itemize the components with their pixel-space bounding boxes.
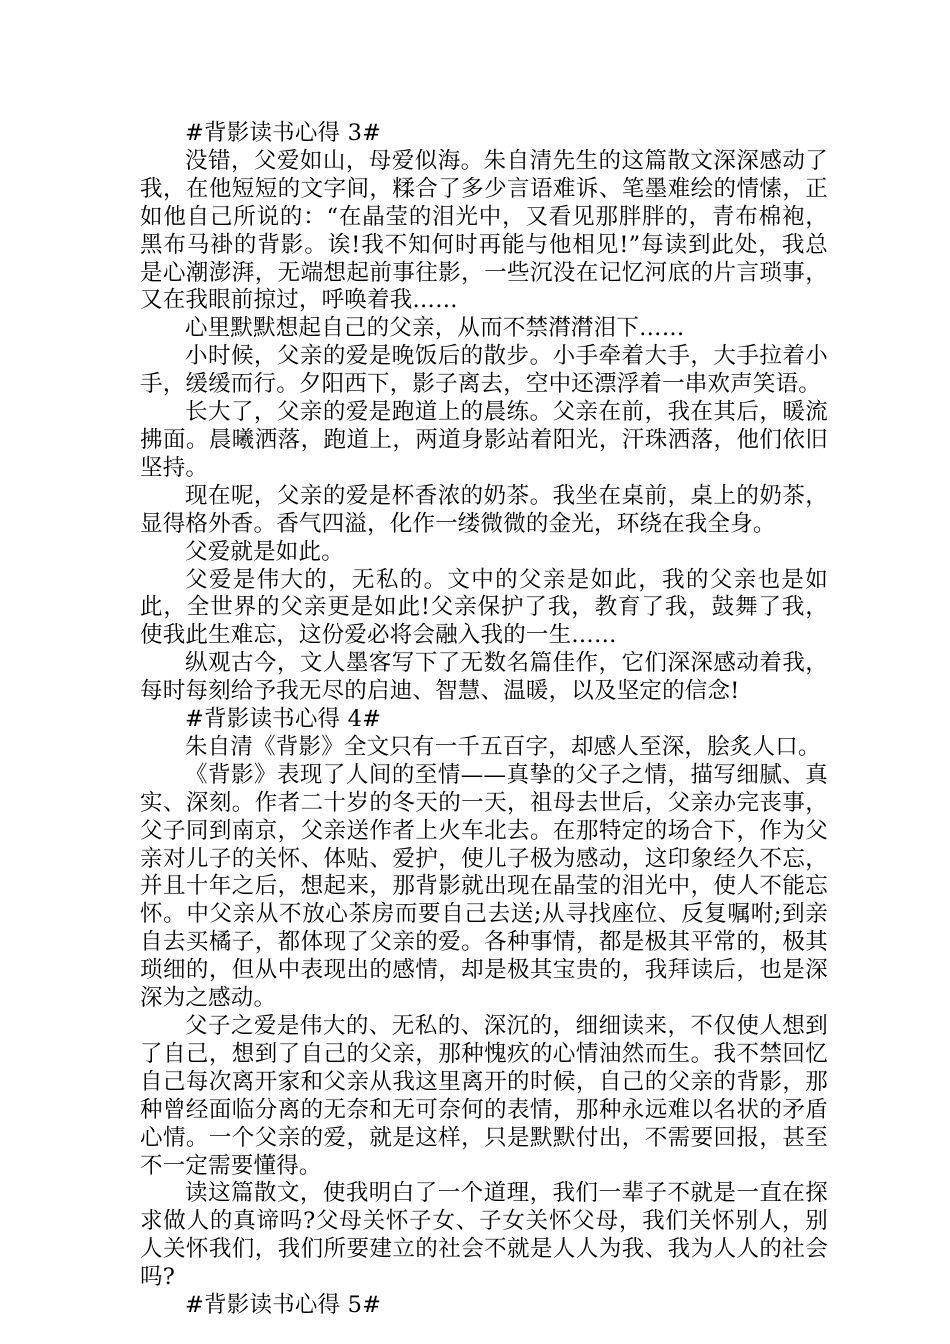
paragraph: 《背影》表现了人间的至情——真挚的父子之情，描写细腻、真实、深刻。作者二十岁的冬天的一天，祖母去世后，父亲办完丧事，父子同到南京，父亲送作者上火车北去。在那特定的场合下，作为父亲对儿子的关怀、体贴、爱护，使儿子极为感动，这印象经久不忘，并且十年之后，想起来，那背影就出现在晶莹的泪光中，使人不能忘怀。中父亲从不放心茶房而要自己去送;从寻找座位、反复嘱咐;到亲自去买橘子，都体现了父亲的爱。各种事情，都是极其平常的，极其琐细的，但从中表现出的感情，却是极其宝贵的，我拜读后，也是深深为之感动。 [140,761,828,1012]
paragraph: 长大了，父亲的爱是跑道上的晨练。父亲在前，我在其后，暖流拂面。晨曦洒落，跑道上，两道身影站着阳光，汗珠洒落，他们依旧坚持。 [140,399,828,481]
section-heading-3: #背影读书心得 3# [185,120,382,146]
section-heading-5: #背影读书心得 5# [185,1292,382,1319]
section-heading-4: #背影读书心得 4# [185,706,382,733]
paragraph: 没错，父爱如山，母爱似海。朱自清先生的这篇散文深深感动了我，在他短短的文字间，糅合了多少言语难诉、笔墨难绘的情愫，正如他自己所说的：“在晶莹的泪光中，又看见那胖胖的，青布棉袍，黑布马褂的背影。诶!我不知何时再能与他相见!”每读到此处，我总是心潮澎湃，无端想起前事往影，一些沉没在记忆河底的片言琐事，又在我眼前掠过，呼唤着我…… [140,147,828,314]
paragraph: 读这篇散文，使我明白了一个道理，我们一辈子不就是一直在探求做人的真谛吗?父母关怀子女、子女关怀父母，我们关怀别人，别人关怀我们，我们所要建立的社会不就是人人为我、我为人人的社会吗? [140,1180,828,1291]
paragraph: 父子之爱是伟大的、无私的、深沉的，细细读来，不仅使人想到了自己，想到了自己的父亲，那种愧疚的心情油然而生。我不禁回忆自己每次离开家和父亲从我这里离开的时候，自己的父亲的背影，那种曾经面临分离的无奈和无可奈何的表情，那种永远难以名状的矛盾心情。一个父亲的爱，就是这样，只是默默付出，不需要回报，甚至不一定需要懂得。 [140,1013,828,1179]
paragraph: 现在呢，父亲的爱是杯香浓的奶茶。我坐在桌前，桌上的奶茶，显得格外香。香气四溢，化作一缕微微的金光，环绕在我全身。 [140,482,828,537]
paragraph: 纵观古今，文人墨客写下了无数名篇佳作，它们深深感动着我，每时每刻给予我无尽的启迪、智慧、温暖，以及坚定的信念! [140,650,828,705]
paragraph: 父爱是伟大的，无私的。文中的父亲是如此，我的父亲也是如此，全世界的父亲更是如此!父亲保护了我，教育了我，鼓舞了我，使我此生难忘，这份爱必将会融入我的一生…… [140,566,828,649]
paragraph: 心里默默想起自己的父亲，从而不禁潸潸泪下…… [185,315,685,342]
paragraph: 朱自清《背影》全文只有一千五百字，却感人至深，脍炙人口。 [185,733,821,760]
paragraph: 小时候，父亲的爱是晚饭后的散步。小手牵着大手，大手拉着小手，缓缓而行。夕阳西下，影子离去，空中还漂浮着一串欢声笑语。 [140,343,828,398]
paragraph: 父爱就是如此。 [185,538,344,565]
document-body [140,120,828,1320]
